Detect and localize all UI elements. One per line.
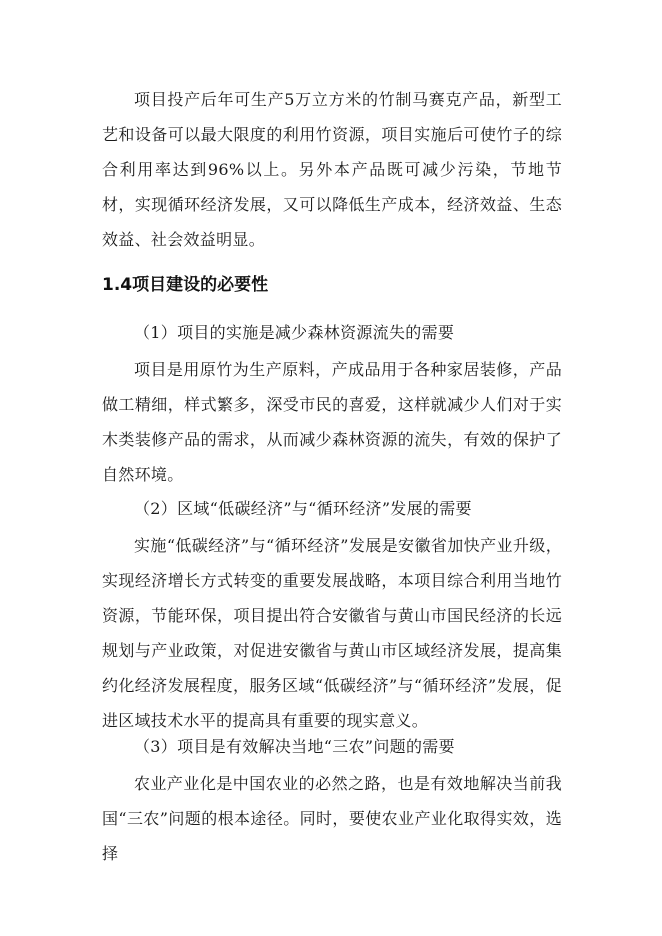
subheading-2: （2）区域“低碳经济”与“循环经济”发展的需要 (134, 499, 472, 518)
item-3-paragraph: 农业产业化是中国农业的必然之路，也是有效地解决当前我国“三农”问题的根本途径。同时，要使农业产业化取得实效，选择 (102, 774, 562, 863)
section-heading: 1.4项目建设的必要性 (102, 275, 269, 295)
subheading-3: （3）项目是有效解决当地“三农”问题的需要 (134, 737, 455, 756)
item-1-paragraph: 项目是用原竹为生产原料，产成品用于各种家居装修，产品做工精细，样式繁多，深受市民的喜爱，这样就减少人们对于实木类装修产品的需求，从而减少森林资源的流失，有效的保护了自然环境。 (102, 360, 562, 484)
intro-paragraph: 项目投产后年可生产5万立方米的竹制马赛克产品，新型工艺和设备可以最大限度的利用竹资源，项目实施后可使竹子的综合利用率达到96%以上。另外本产品既可减少污染，节地节材，实现循环经济发展，又可以降低生产成本，经济效益、生态效益、社会效益明显。 (102, 90, 562, 249)
item-2-paragraph: 实施“低碳经济”与“循环经济”发展是安徽省加快产业升级，实现经济增长方式转变的重要发展战略，本项目综合利用当地竹资源，节能环保，项目提出符合安徽省与黄山市国民经济的长远规划与产业政策，对促进安徽省与黄山市区域经济发展，提高集约化经济发展程度，服务区域“低碳经济”与“循环经济”发展，促进区域技术水平的提高具有重要的现实意义。 (102, 536, 562, 730)
subheading-1: （1）项目的实施是减少森林资源流失的需要 (134, 323, 455, 342)
